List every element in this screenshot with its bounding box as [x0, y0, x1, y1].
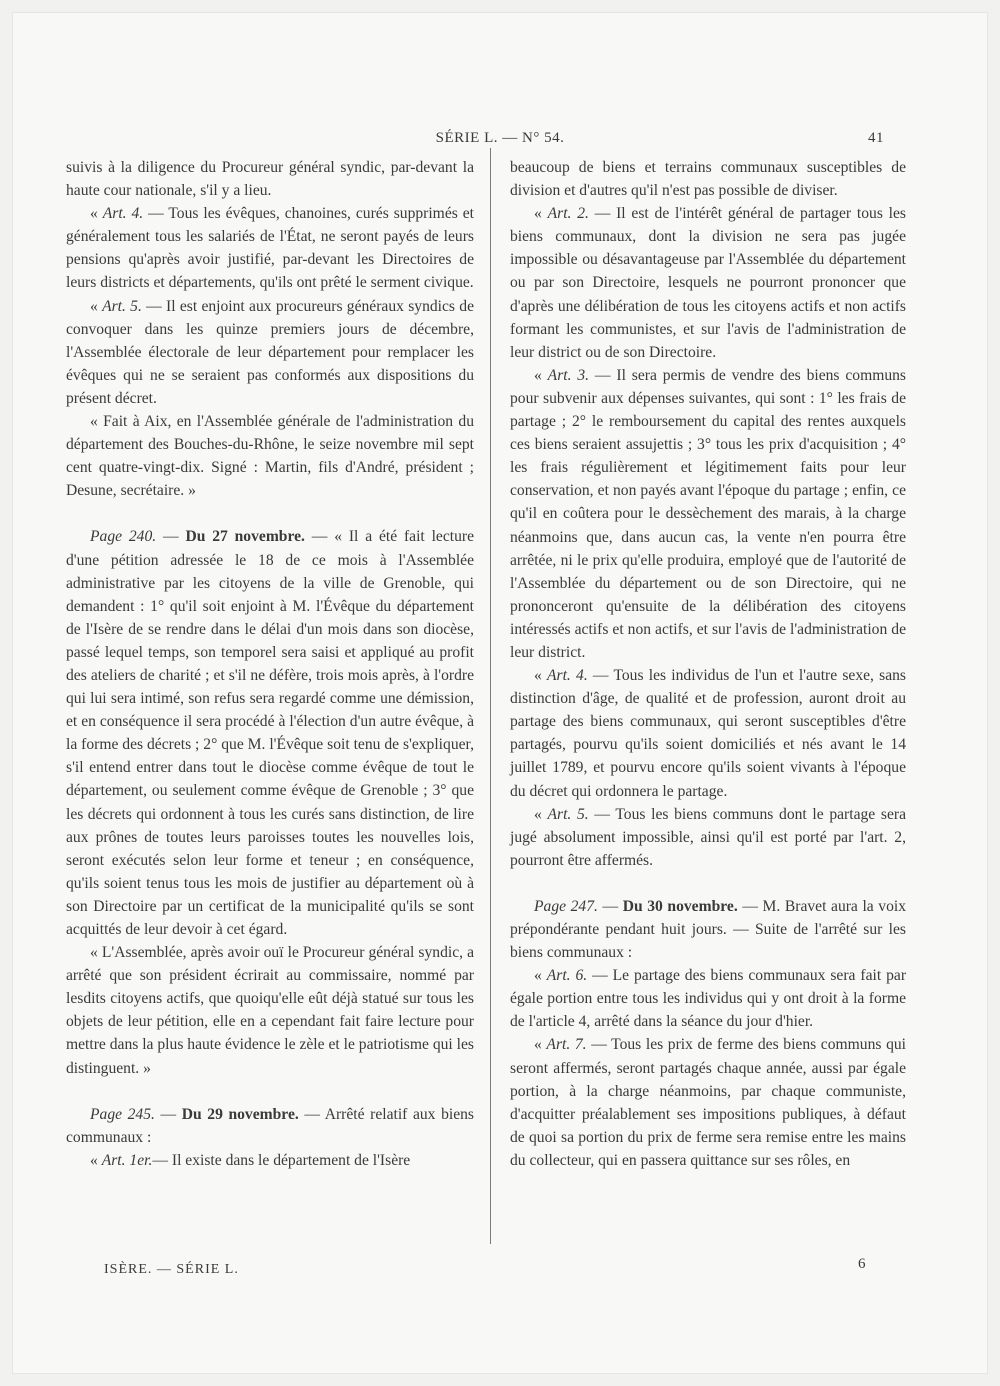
paragraph-article-4: « Art. 4. — Tous les individus de l'un et l'autre sexe, sans distinction d'âge, de qualité et de profession, auront droit au partage des biens communaux, qui seront susceptibles d'être partagés, pourvu qu'ils soient domiciliés et nés avant le 14 juillet 1789, et pourvu encore qu'ils soient vivants à l'époque du décret qui ordonnera le partage.	[510, 667, 906, 800]
paragraph-article-3: « Art. 3. — Il sera permis de vendre des biens communs pour subvenir aux dépenses suivantes, qui sont : 1° les frais de partage ; 2° le remboursement du capital des rentes auxquels ces biens seraient assujettis ; 3° tous les prix d'acquisition ; 4° les frais régulièrement et légitimement faits pour leur conservation, et non payés avant l'époque du partage ; enfin, ce qu'il en coûtera pour le dessèchement des marais, à la charge néanmoins que, dans aucun cas, la vente n'en pourra être arrêtée, ni le prix qu'elle produira, employé que de l'autorité de l'Assemblée du département ou de son Directoire, qui ne prononceront qu'ensuite de la délibération des citoyens intéressés actifs et non actifs, et sur l'avis de l'administration de leur district.	[510, 366, 906, 661]
article-label: Art. 4.	[547, 667, 588, 685]
page-ref: Page 247.	[534, 897, 598, 915]
paragraph-page-245: Page 245. — Du 29 novembre. — Arrêté relatif aux biens communaux :	[66, 1105, 474, 1146]
article-label: Art. 5.	[102, 297, 142, 315]
paragraph-page-247: Page 247. — Du 30 novembre. — M. Bravet aura la voix prépondérante pendant huit jours. — Suite de l'arrêté sur les biens communaux :	[510, 897, 907, 962]
page-ref: Page 245.	[90, 1105, 155, 1123]
date-heading: Du 29 novembre.	[181, 1105, 299, 1123]
running-title: SÉRIE L. — N° 54.	[435, 130, 565, 146]
page-ref: Page 240.	[90, 528, 157, 546]
article-label: Art. 5.	[547, 805, 589, 823]
date-heading: Du 30 novembre.	[622, 897, 738, 915]
article-label: Art. 3.	[547, 366, 590, 384]
page-number: 41	[868, 130, 884, 146]
date-heading: Du 27 novembre.	[185, 528, 305, 546]
column-divider	[490, 148, 491, 1244]
article-label: Art. 2.	[547, 205, 589, 223]
paragraph-page-240: Page 240. — Du 27 novembre. — « Il a été fait lecture d'une pétition adressée le 18 de ce mois à l'Assemblée administrative par les citoyens de la ville de Grenoble, qui demandent : 1° qu'il soit enjoint à M. l'Évêque du département de l'Isère de se rendre dans le délai d'un mois dans son diocèse, passé lequel temps, son temporel sera saisi et appliqué au profit des ateliers de charité ; et s'il ne défère, trois mois après, à l'ordre qui lui sera intimé, son refus sera regardé comme une démission, et en conséquence il sera procédé à l'élection d'un autre évêque, à la forme des décrets ; 2° que M. l'Évêque soit tenu de s'expliquer, s'il entend entrer dans tout le diocèse comme évêque de tout le département, ou seulement comme évêque de Grenoble ; 3° que les décrets qui ordonnent à tous les curés sans distinction, de lire aux prônes de toutes leurs paroisses toutes les nouvelles lois, seront exécutés selon leur forme et teneur ; en conséquence, qu'ils soient tenus tous les mois de justifier au département où à son Directoire par un certificat de la municipalité qu'ils se sont acquittés de leur devoir à cet égard.	[66, 528, 475, 938]
paragraph-article-5: « Art. 5. — Il est enjoint aux procureurs généraux syndics de convoquer dans les quinze premiers jours de décembre, l'Assemblée électorale de leur département pour remplacer les évêques qui ne se seraient pas conformés aux dispositions du présent décret.	[66, 297, 475, 407]
page-header	[0, 130, 1000, 154]
paragraph-article-2: « Art. 2. — Il est de l'intérêt général de partager tous les biens communaux, dont la division ne sera pas jugée impossible ou désavantageuse par l'Assemblée du département ou par son Directoire, lesquels ne pourront prononcer que d'après une délibération de tous les citoyens actifs et non actifs formant les communistes, et sur l'avis de l'administration de leur district ou de son Directoire.	[510, 205, 907, 361]
paragraph-signature: « Fait à Aix, en l'Assemblée générale de l'administration du département des Bouches-du-Rhône, le seize novembre mil sept cent quatre-vingt-dix. Signé : Martin, fils d'André, président ; Desune, secrétaire. »	[66, 413, 474, 500]
right-column	[510, 156, 906, 1172]
paragraph: suivis à la diligence du Procureur général syndic, par-devant la haute cour nationale, s'il y a lieu.	[66, 159, 474, 200]
paragraph: beaucoup de biens et terrains communaux susceptibles de division et d'autres qu'il n'est pas possible de diviser.	[510, 159, 906, 200]
article-label: Art. 6.	[546, 967, 588, 985]
paragraph-article-4: « Art. 4. — Tous les évêques, chanoines, curés supprimés et généralement tous les salariés de l'État, ne seront payés de leurs pensions qu'après avoir justifié, par-devant les Directoires de leurs districts et départements, qu'ils ont prêté le serment civique.	[66, 205, 474, 292]
footer-series: ISÈRE. — SÉRIE L.	[104, 1262, 239, 1277]
left-column	[66, 156, 474, 1172]
article-label: Art. 7.	[546, 1036, 587, 1054]
footer-signature-number: 6	[858, 1256, 866, 1272]
paragraph-article-1: « Art. 1er.— Il existe dans le département de l'Isère	[90, 1151, 411, 1169]
paragraph-article-6: « Art. 6. — Le partage des biens communaux sera fait par égale portion entre tous les individus qui y ont droit à la forme de l'article 4, arrêté dans la séance du jour d'hier.	[510, 967, 907, 1031]
paragraph-article-5: « Art. 5. — Tous les biens communs dont le partage sera jugé absolument impossible, ainsi qu'il est porté par l'art. 2, pourront être affermés.	[510, 805, 907, 869]
article-label: Art. 4.	[102, 205, 144, 223]
paragraph: « L'Assemblée, après avoir ouï le Procureur général syndic, a arrêté que son président écrirait au commissaire, nommé par lesdits citoyens actifs, que quoiqu'elle eût déjà statué sur tous les objets de leur pétition, elle en a cependant fait faire lecture pour mettre dans la plus haute évidence le zèle et le patriotisme qui les distinguent. »	[66, 944, 474, 1077]
article-label: Art. 1er.	[101, 1151, 153, 1169]
paragraph-article-7: « Art. 7. — Tous les prix de ferme des biens communs qui seront affermés, seront partagés chaque année, aussi par égale portion, à la charge néanmoins, par chaque communiste, d'acquitter préalablement ses impositions publiques, à défaut de quoi sa portion du prix de ferme sera remise entre les mains du collecteur, qui en passera quittance sur ses rôles, en	[510, 1036, 906, 1169]
